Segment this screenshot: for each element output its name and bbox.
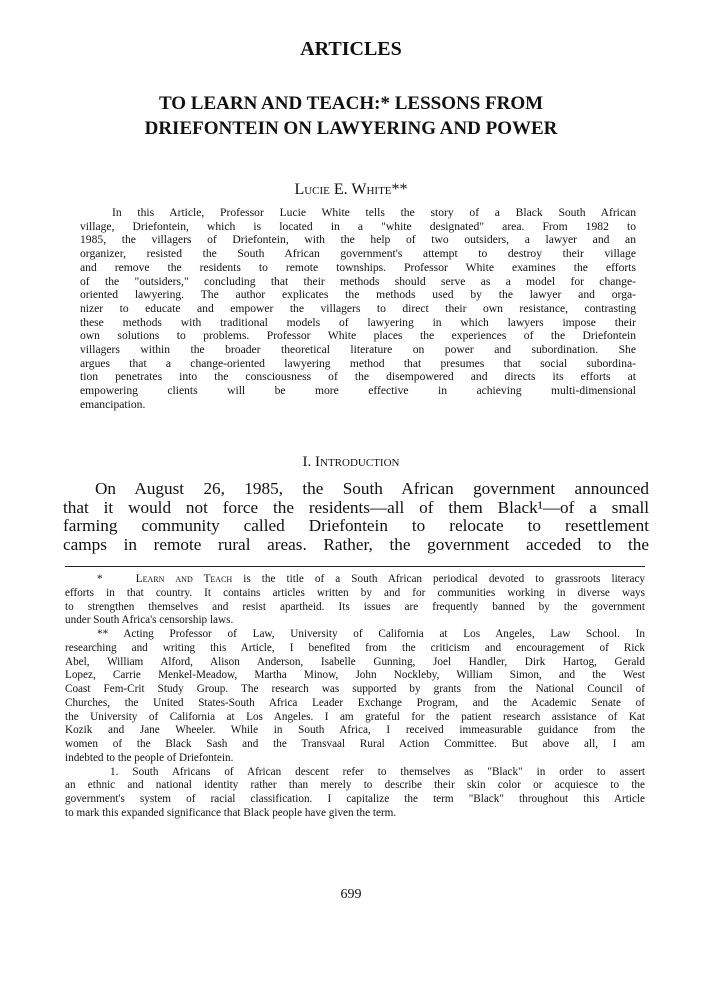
page-number: 699 bbox=[340, 887, 362, 902]
footnote-line: Abel, William Alford, Alison Anderson, Isabelle Gunning, Joel Handler, Dirk Hartog, Gerald bbox=[65, 655, 645, 668]
footnote-text: is the title of a South African periodical devoted to grassroots literacy bbox=[232, 573, 645, 585]
abstract-line: these methods with traditional models of lawyering in which lawyers impose their bbox=[80, 315, 636, 329]
abstract-line: tion penetrates into the consciousness of the disempowered and directs its efforts at bbox=[80, 370, 636, 384]
footnote-line: women of the Black Sash and the Transvaal Rural Action Committee. But above all, I am bbox=[65, 738, 645, 750]
section-heading: ARTICLES bbox=[300, 38, 402, 60]
footnote-marker: * bbox=[97, 573, 103, 585]
abstract-line: 1985, the villagers of Driefontein, with the help of two outsiders, a lawyer and an bbox=[80, 233, 636, 247]
footnote-line: the University of California at Los Angeles. I am grateful for the patient research assistance of Kat bbox=[65, 710, 645, 723]
footnote-line: efforts in that country. It contains articles written by and for communities working in diverse ways bbox=[65, 586, 645, 599]
footnote-divider bbox=[65, 566, 645, 567]
periodical-name: Learn and Teach bbox=[135, 573, 233, 585]
abstract-line: In this Article, Professor Lucie White tells the story of a Black South African bbox=[112, 206, 636, 219]
abstract-line: village, Driefontein, which is located in a "white designated" area. From 1982 to bbox=[80, 219, 636, 233]
abstract-line: villagers within the broader theoretical literature on power and subordination. She bbox=[80, 343, 636, 357]
footnote-star-first-line bbox=[65, 573, 645, 587]
body-line: On August 26, 1985, the South African government announced bbox=[95, 479, 649, 498]
abstract-line: empowering clients will be more effective in achieving multi-dimensional bbox=[80, 384, 636, 398]
footnote-line: to mark this expanded significance that Black people have given the term. bbox=[65, 806, 397, 819]
article-title-line-1: TO LEARN AND TEACH:* LESSONS FROM bbox=[158, 93, 544, 114]
footnotes bbox=[65, 573, 645, 821]
abstract-line: argues that a change-oriented lawyering method that presumes that social subordina- bbox=[80, 356, 636, 370]
footnote-line: government's system of racial classification. I capitalize the term "Black" throughout this Article bbox=[65, 793, 645, 805]
footnote-line: Coast Fem-Crit Study Group. The research was supported by grants from the National Council of bbox=[65, 683, 645, 695]
footnote-line: Kozik and Jane Wheeler. While in South Africa, I received immeasurable guidance from the bbox=[65, 724, 645, 737]
body-line: farming community called Driefontein to relocate to resettlement bbox=[63, 516, 649, 536]
abstract-line: oriented lawyering. The author explicates the methods used by the lawyer and orga- bbox=[80, 288, 636, 302]
abstract-line: of the "outsiders," concluding that their methods should serve as a model for change- bbox=[80, 274, 636, 288]
introduction-heading: I. Introduction bbox=[302, 454, 400, 470]
abstract-line: nizer to educate and empower the villagers to direct their own resistance, contrasting bbox=[80, 301, 636, 315]
footnote-line: Churches, the United States-South Africa Leader Exchange Program, and the Academic Senate of bbox=[65, 696, 645, 709]
footnote-line: indebted to the people of Driefontein. bbox=[65, 751, 234, 764]
footnote-line: ** Acting Professor of Law, University of California at Los Angeles, Law School. In bbox=[97, 628, 645, 640]
footnote-line: 1. South Africans of African descent refer to themselves as "Black" in order to assert bbox=[110, 765, 645, 778]
body-line: that it would not force the residents—all of them Black¹—of a small bbox=[63, 497, 649, 517]
body-line: camps in remote rural areas. Rather, the government acceded to the bbox=[63, 534, 649, 554]
body-text bbox=[63, 480, 649, 554]
author-name: Lucie E. White** bbox=[294, 181, 408, 198]
abstract bbox=[80, 206, 636, 412]
abstract-line: own solutions to problems. Professor White places the experiences of the Driefontein bbox=[80, 329, 636, 343]
footnote-line: to strengthen themselves and resist apartheid. Its issues are frequently banned by the government bbox=[65, 600, 645, 613]
article-title-line-2: DRIEFONTEIN ON LAWYERING AND POWER bbox=[144, 118, 558, 139]
footnote-line: under South Africa's censorship laws. bbox=[65, 614, 234, 627]
abstract-line: emancipation. bbox=[80, 397, 146, 411]
abstract-line: organizer, resisted the South African government's attempt to destroy their village bbox=[80, 247, 636, 261]
abstract-line: and remove the residents to remote townships. Professor White examines the efforts bbox=[80, 260, 636, 274]
footnote-line: researching and writing this Article, I benefited from the criticism and encouragement of Rick bbox=[65, 641, 645, 654]
footnote-line: an ethnic and national identity rather than merely to describe their skin color or acquiesce to the bbox=[65, 779, 645, 792]
footnote-line: Lopez, Carrie Menkel-Meadow, Martha Minow, John Nockleby, William Simon, and the West bbox=[65, 669, 645, 682]
